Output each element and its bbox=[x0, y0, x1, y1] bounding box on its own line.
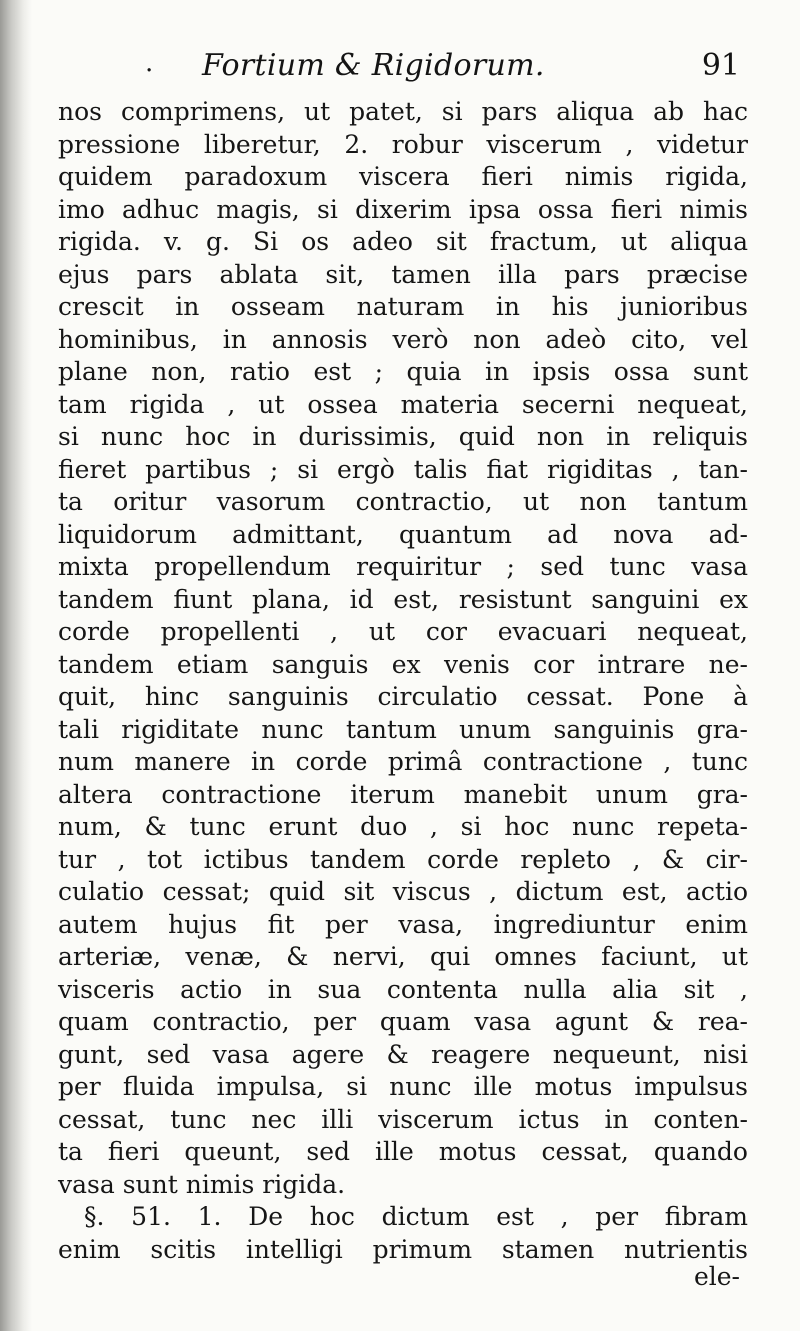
section-start-line: §. 51. 1. De hoc dictum est , per fibram bbox=[84, 1202, 748, 1231]
page-number: 91 bbox=[701, 48, 740, 83]
text-line: plane non, ratio est ; quia in ipsis ossa sunt bbox=[58, 357, 748, 386]
text-line: quit, hinc sanguinis circulatio cessat. Pone à bbox=[58, 682, 748, 711]
page-gutter-shadow bbox=[0, 0, 32, 1331]
text-line: ta oritur vasorum contractio, ut non tantum bbox=[58, 487, 748, 516]
text-line: crescit in osseam naturam in his junioribus bbox=[58, 292, 748, 321]
text-line: altera contractione iterum manebit unum gra- bbox=[58, 779, 748, 809]
text-line: visceris actio in sua contenta nulla alia sit , bbox=[58, 974, 748, 1004]
text-line: nos comprimens, ut patet, si pars aliqua ab hac bbox=[58, 97, 748, 126]
catchword: ele- bbox=[693, 1262, 740, 1291]
text-line: imo adhuc magis, si dixerim ipsa ossa fieri nimis bbox=[58, 194, 748, 224]
running-title: Fortium & Rigidorum. bbox=[202, 48, 545, 83]
text-line: tur , tot ictibus tandem corde repleto , & cir- bbox=[58, 844, 748, 874]
text-line: gunt, sed vasa agere & reagere nequeunt, nisi bbox=[58, 1039, 748, 1069]
text-line: tali rigiditate nunc tantum unum sanguinis gra- bbox=[58, 714, 748, 744]
paragraph-end-line: vasa sunt nimis rigida. bbox=[58, 1169, 346, 1199]
text-line: rigida. v. g. Si os adeo sit fractum, ut aliqua bbox=[58, 227, 748, 256]
text-line: mixta propellendum requiritur ; sed tunc vasa bbox=[58, 552, 748, 581]
text-line: tandem etiam sanguis ex venis cor intrare ne- bbox=[58, 649, 748, 679]
text-line: quidem paradoxum viscera fieri nimis rigida, bbox=[58, 162, 748, 191]
text-line: quam contractio, per quam vasa agunt & rea- bbox=[58, 1007, 748, 1036]
page-header bbox=[62, 44, 746, 98]
text-line: num manere in corde primâ contractione , tunc bbox=[58, 747, 748, 776]
text-line: liquidorum admittant, quantum ad nova ad- bbox=[58, 519, 748, 549]
text-line: per fluida impulsa, si nunc ille motus impulsus bbox=[58, 1072, 748, 1101]
text-line: cessat, tunc nec illi viscerum ictus in conten- bbox=[58, 1104, 748, 1134]
text-line: hominibus, in annosis verò non adeò cito, vel bbox=[58, 324, 748, 354]
text-line: corde propellenti , ut cor evacuari nequeat, bbox=[58, 617, 748, 646]
text-line: ejus pars ablata sit, tamen illa pars præcise bbox=[58, 259, 748, 289]
body-text bbox=[58, 96, 748, 1266]
text-line: culatio cessat; quid sit viscus , dictum est, actio bbox=[58, 877, 748, 906]
text-line: tandem fiunt plana, id est, resistunt sanguini ex bbox=[58, 584, 748, 614]
text-line: arteriæ, venæ, & nervi, qui omnes faciunt, ut bbox=[58, 942, 748, 971]
text-line: pressione liberetur, 2. robur viscerum , videtur bbox=[58, 129, 748, 159]
text-line: fieret partibus ; si ergò talis fiat rigiditas , tan- bbox=[58, 454, 748, 484]
header-marker: . bbox=[145, 48, 154, 78]
text-line: tam rigida , ut ossea materia secerni nequeat, bbox=[58, 389, 748, 419]
text-line: autem hujus fit per vasa, ingrediuntur enim bbox=[58, 909, 748, 939]
text-line: si nunc hoc in durissimis, quid non in reliquis bbox=[58, 422, 748, 451]
text-line: enim scitis intelligi primum stamen nutrientis bbox=[58, 1234, 748, 1264]
text-line: ta fieri queunt, sed ille motus cessat, quando bbox=[58, 1137, 748, 1166]
text-line: num, & tunc erunt duo , si hoc nunc repeta- bbox=[58, 812, 748, 841]
